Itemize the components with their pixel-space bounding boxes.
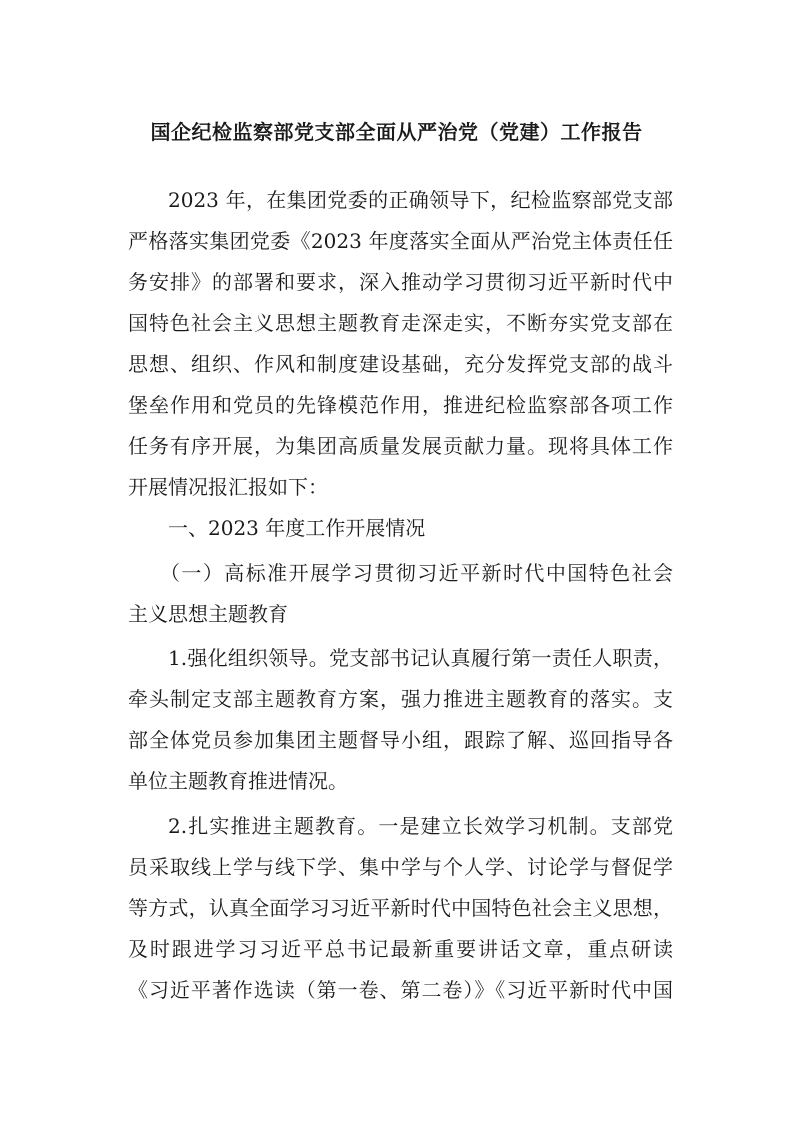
paragraph-2-line-3: 部全体党员参加集团主题督导小组，跟踪了解、巡回指导各	[128, 728, 673, 752]
paragraph-1-line-3: 务安排》的部署和要求，深入推动学习贯彻习近平新时代中	[128, 270, 673, 294]
paragraph-2-line-2: 牵头制定支部主题教育方案，强力推进主题教育的落实。支	[128, 687, 673, 711]
section-heading-1: 一、2023 年度工作开展情况	[168, 516, 426, 540]
paragraph-1-line-7: 任务有序开展，为集团高质量发展贡献力量。现将具体工作	[128, 434, 673, 458]
paragraph-1-line-5: 思想、组织、作风和制度建设基础，充分发挥党支部的战斗	[128, 352, 673, 376]
paragraph-3-line-2: 员采取线上学与线下学、集中学与个人学、讨论学与督促学	[128, 855, 673, 879]
subsection-heading-1-line-2: 主义思想主题教育	[128, 602, 288, 626]
subsection-heading-1-line-1: （一）高标准开展学习贯彻习近平新时代中国特色社会	[160, 561, 673, 585]
paragraph-1-line-2: 严格落实集团党委《2023 年度落实全面从严治党主体责任任	[128, 229, 673, 253]
paragraph-1-line-8: 开展情况报汇报如下：	[128, 475, 328, 499]
paragraph-3-line-1: 2.扎实推进主题教育。一是建立长效学习机制。支部党	[168, 814, 673, 838]
document-title: 国企纪检监察部党支部全面从严治党（党建）工作报告	[150, 120, 643, 144]
paragraph-2-line-1: 1.强化组织领导。党支部书记认真履行第一责任人职责，	[168, 646, 673, 670]
paragraph-3-line-3: 等方式，认真全面学习习近平新时代中国特色社会主义思想，	[128, 896, 673, 920]
paragraph-1-line-6: 堡垒作用和党员的先锋模范作用，推进纪检监察部各项工作	[128, 393, 673, 417]
paragraph-2-line-4: 单位主题教育推进情况。	[128, 769, 348, 793]
paragraph-1-line-4: 国特色社会主义思想主题教育走深走实，不断夯实党支部在	[128, 311, 673, 335]
paragraph-3-line-5: 《习近平著作选读（第一卷、第二卷）》《习近平新时代中国	[128, 978, 673, 1002]
paragraph-1-line-1: 2023 年，在集团党委的正确领导下，纪检监察部党支部	[168, 188, 673, 212]
paragraph-3-line-4: 及时跟进学习习近平总书记最新重要讲话文章，重点研读	[128, 937, 673, 961]
